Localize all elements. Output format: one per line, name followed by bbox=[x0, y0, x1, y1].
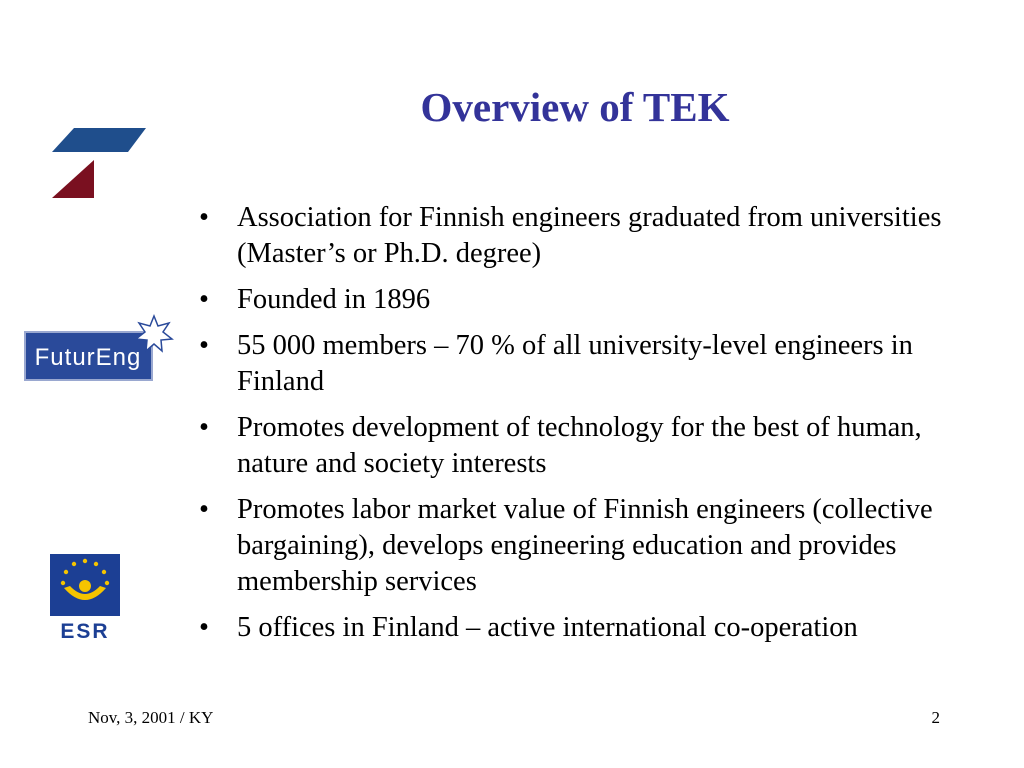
bullet-icon: • bbox=[199, 284, 209, 315]
list-item bbox=[197, 328, 967, 400]
esr-figure-head bbox=[79, 580, 91, 592]
bullet-text: Promotes labor market value of Finnish engineers (collective bargaining), develops engineering education and provides membership services bbox=[237, 494, 933, 597]
bullet-text: 55 000 members – 70 % of all university-level engineers in Finland bbox=[237, 330, 913, 397]
bullet-list bbox=[197, 200, 967, 656]
tek-logo-icon bbox=[52, 128, 146, 198]
bullet-icon: • bbox=[199, 612, 209, 643]
bullet-icon: • bbox=[199, 202, 209, 233]
bullet-icon: • bbox=[199, 330, 209, 361]
bullet-text: Promotes development of technology for the best of human, nature and society interests bbox=[237, 412, 922, 479]
list-item bbox=[197, 492, 967, 600]
page-number: 2 bbox=[931, 708, 940, 727]
slide-title: Overview of TEK bbox=[420, 84, 730, 130]
bullet-text: 5 offices in Finland – active international co-operation bbox=[237, 612, 858, 643]
list-item bbox=[197, 410, 967, 482]
esr-logo-text: ESR bbox=[60, 620, 110, 640]
futureng-logo-icon bbox=[24, 313, 174, 383]
futureng-logo-text: FuturEng bbox=[34, 344, 142, 371]
bullet-text: Founded in 1896 bbox=[237, 284, 431, 315]
bullet-text: Association for Finnish engineers graduated from universities (Master’s or Ph.D. degree) bbox=[237, 202, 942, 269]
tek-logo-red-stem bbox=[52, 160, 94, 198]
bullet-icon: • bbox=[199, 494, 209, 525]
bullet-icon: • bbox=[199, 412, 209, 443]
list-item bbox=[197, 200, 967, 272]
list-item bbox=[197, 610, 967, 646]
list-item bbox=[197, 282, 967, 318]
tek-logo-blue-bar bbox=[52, 128, 146, 152]
footer-date: Nov, 3, 2001 / KY bbox=[88, 708, 214, 727]
esr-logo-icon bbox=[50, 554, 120, 640]
